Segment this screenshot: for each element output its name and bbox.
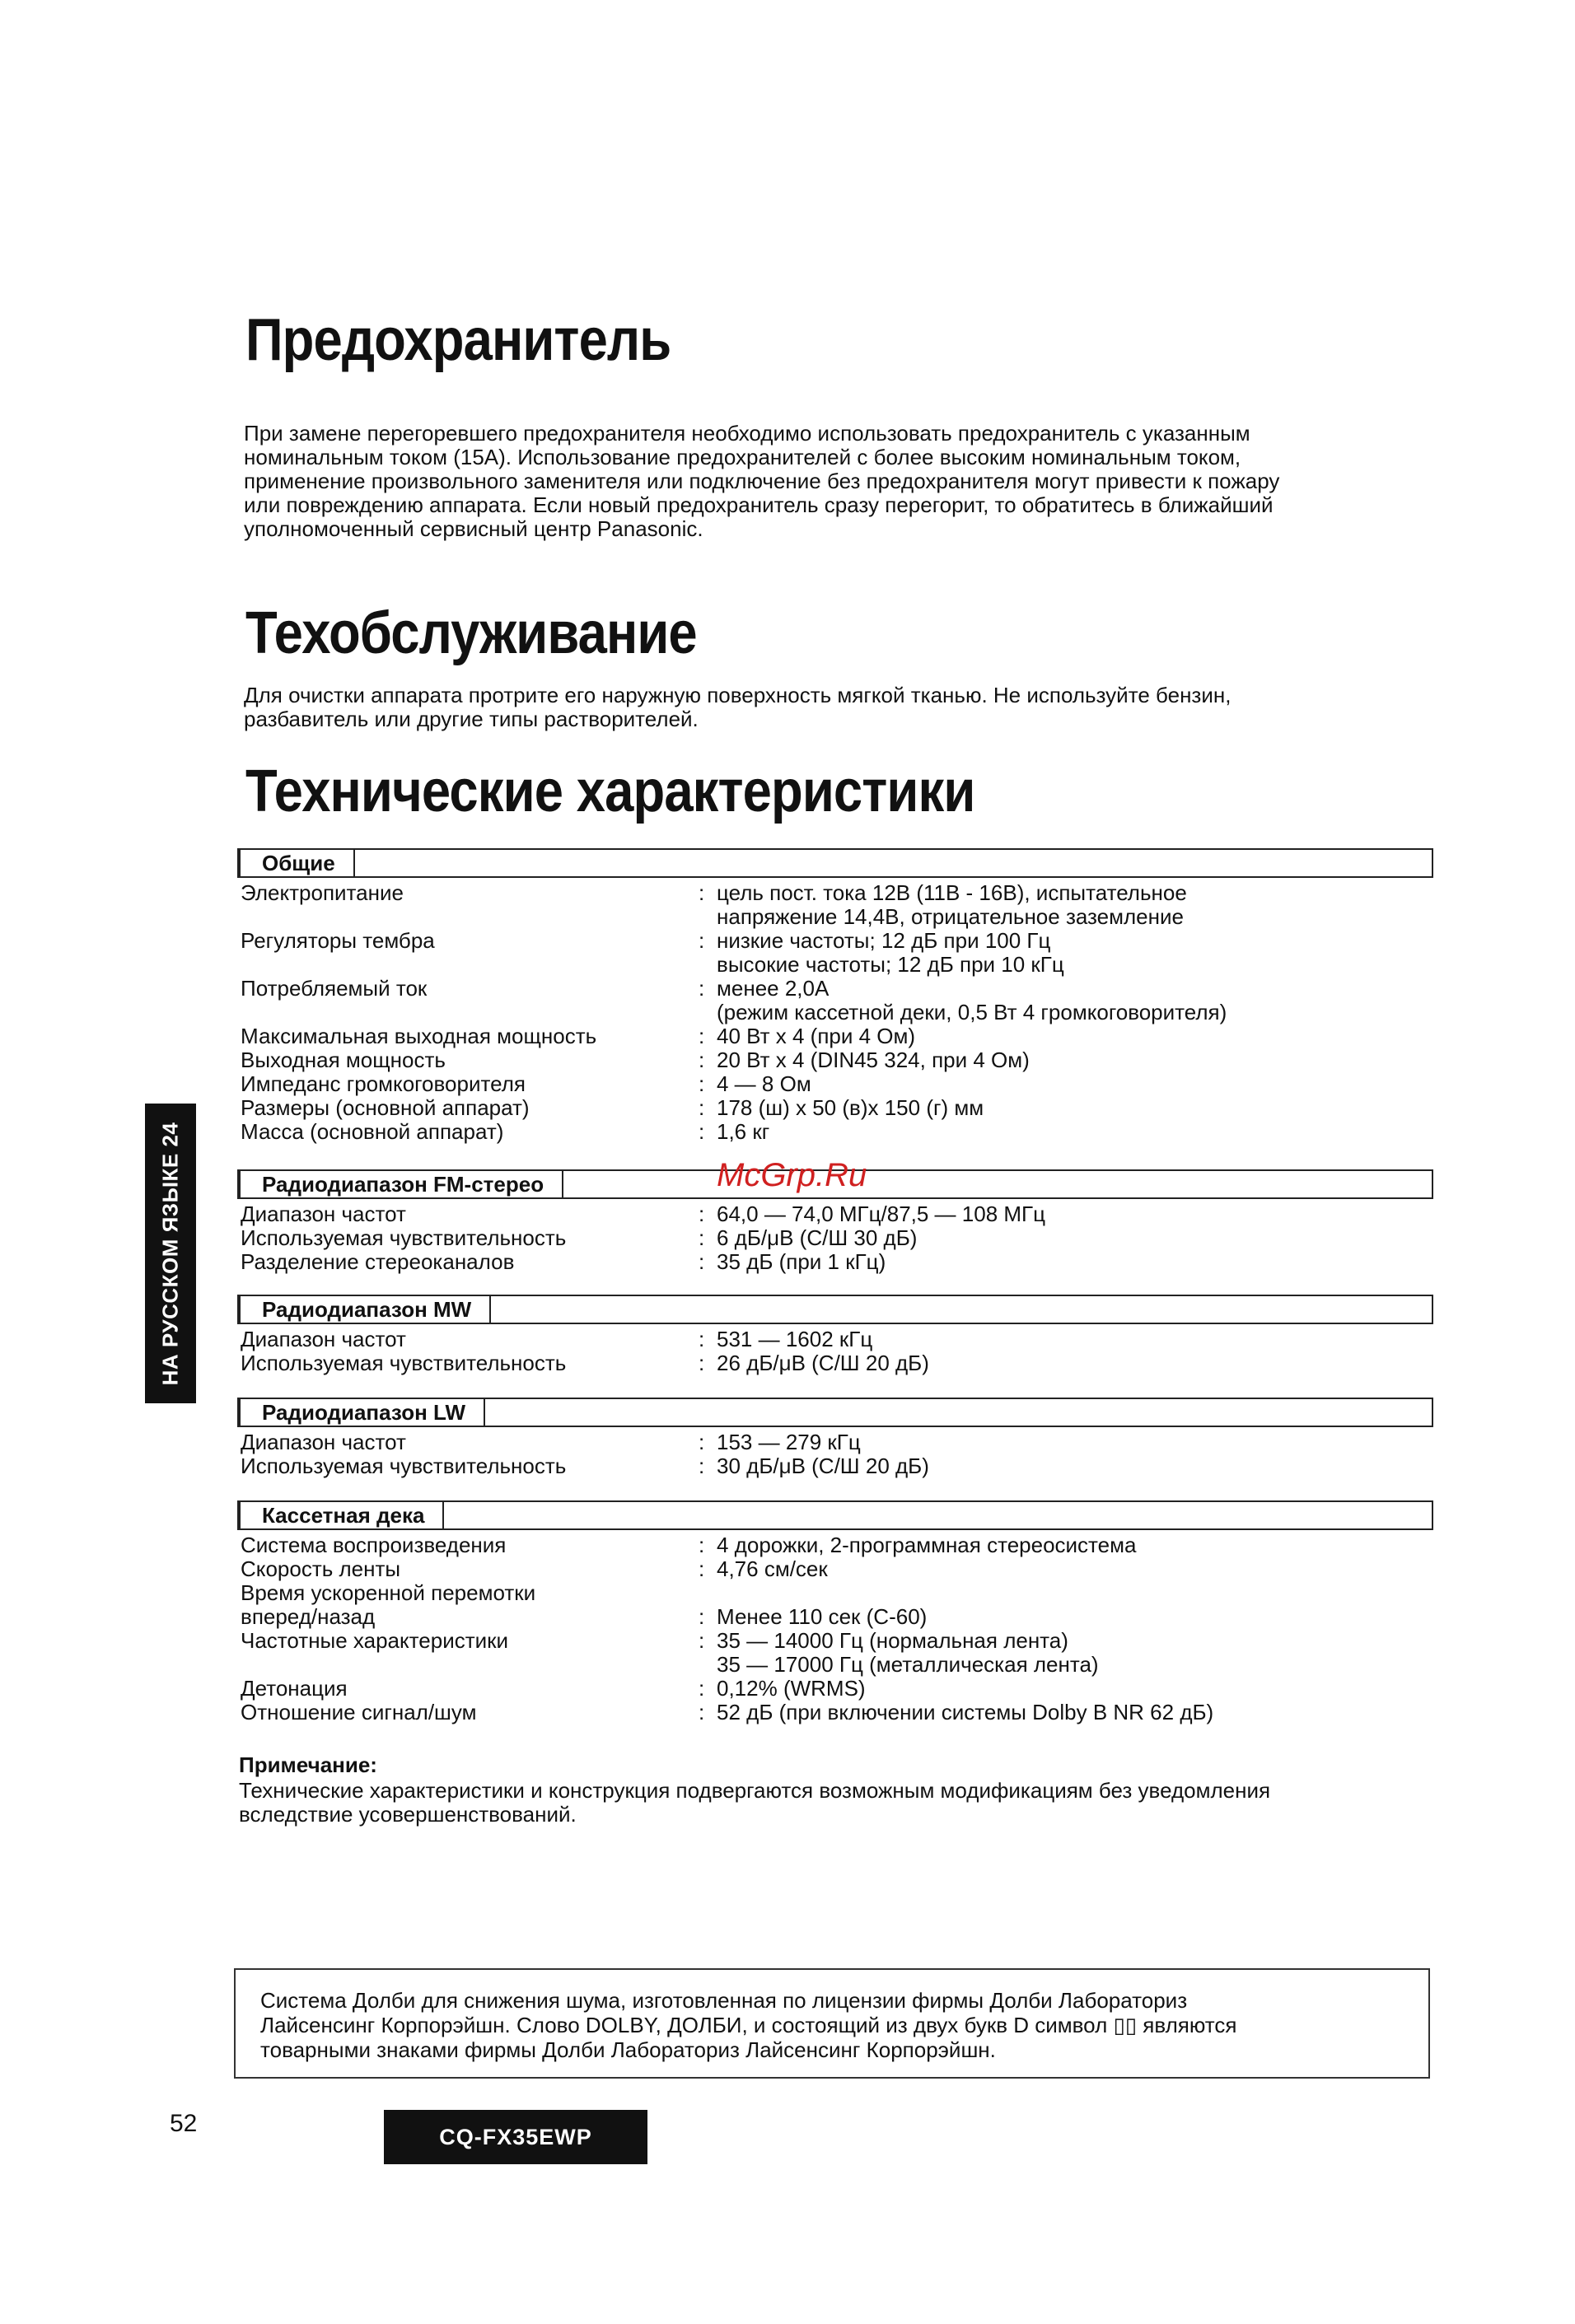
spec-label: Детонация xyxy=(241,1676,348,1701)
spec-row xyxy=(0,1328,1575,1351)
spec-row xyxy=(0,1581,1575,1605)
spec-value: 30 дБ/μВ (С/Ш 20 дБ) xyxy=(717,1454,929,1478)
text-line: уполномоченный сервисный центр Panasonic. xyxy=(244,516,703,541)
spec-row xyxy=(0,977,1575,1001)
fuse-paragraph xyxy=(244,422,1443,541)
spec-colon: : xyxy=(699,1430,705,1454)
spec-colon: : xyxy=(699,928,705,953)
text-line: Система Долби для снижения шума, изготовленная по лицензии фирмы Долби Лабораториз xyxy=(260,1988,1188,2013)
page-number: 52 xyxy=(170,2110,198,2137)
spec-label: Потребляемый ток xyxy=(241,976,428,1001)
spec-value: 40 Вт x 4 (при 4 Ом) xyxy=(717,1024,916,1048)
spec-value: 35 — 17000 Гц (металлическая лента) xyxy=(717,1652,1099,1677)
maintenance-title: Техобслуживание xyxy=(245,600,697,666)
note-paragraph xyxy=(239,1779,1433,1827)
note-heading: Примечание: xyxy=(239,1752,377,1777)
spec-row xyxy=(0,1454,1575,1478)
text-line: товарными знаками фирмы Долби Лабораториз Лайсенсинг Корпорэйшн. xyxy=(260,2037,996,2062)
spec-label: Используемая чувствительность xyxy=(241,1351,567,1375)
spec-value: напряжение 14,4В, отрицательное заземление xyxy=(717,904,1184,929)
spec-label: Отношение сигнал/шум xyxy=(241,1700,477,1724)
spec-colon: : xyxy=(699,1700,705,1724)
spec-label: Диапазон частот xyxy=(241,1430,406,1454)
spec-row xyxy=(0,1533,1575,1557)
spec-label: Масса (основной аппарат) xyxy=(241,1119,504,1144)
spec-value: (режим кассетной деки, 0,5 Вт 4 громкоговорителя) xyxy=(717,1000,1227,1024)
spec-label: Выходная мощность xyxy=(241,1048,446,1072)
spec-row xyxy=(0,1072,1575,1096)
model-badge: CQ-FX35EWP xyxy=(384,2110,647,2164)
text-line: Лайсенсинг Корпорэйшн. Слово DOLBY, ДОЛБИ, и состоящий из двух букв D символ ▯▯ являются xyxy=(260,2013,1237,2037)
spec-label: Размеры (основной аппарат) xyxy=(241,1095,530,1120)
spec-row xyxy=(0,1250,1575,1274)
text-line: номинальным током (15А). Использование предохранителей с более высоким номинальным током, xyxy=(244,445,1241,469)
spec-value: 6 дБ/μВ (С/Ш 30 дБ) xyxy=(717,1225,918,1250)
spec-colon: : xyxy=(699,1676,705,1701)
spec-label: Диапазон частот xyxy=(241,1327,406,1351)
spec-value: 52 дБ (при включении системы Dolby B NR 62 дБ) xyxy=(717,1700,1214,1724)
spec-row xyxy=(0,1048,1575,1072)
side-tab-label: НА РУССКОМ ЯЗЫКЕ 24 xyxy=(157,1122,183,1385)
spec-group-title: Радиодиапазон MW xyxy=(239,1295,491,1324)
spec-label: Частотные характеристики xyxy=(241,1628,509,1653)
spec-row xyxy=(0,1430,1575,1454)
spec-row xyxy=(0,1677,1575,1701)
spec-colon: : xyxy=(699,880,705,905)
spec-row xyxy=(0,929,1575,953)
text-line: или повреждению аппарата. Если новый предохранитель сразу перегорит, то обратитесь в ближайший xyxy=(244,492,1274,517)
text-line: Для очистки аппарата протрите его наружную поверхность мягкой тканью. Не используйте бензин, xyxy=(244,683,1231,707)
spec-group-title: Кассетная дека xyxy=(239,1500,444,1530)
spec-colon: : xyxy=(699,1249,705,1274)
spec-label: Импеданс громкоговорителя xyxy=(241,1071,526,1096)
spec-colon: : xyxy=(699,1454,705,1478)
spec-label: Максимальная выходная мощность xyxy=(241,1024,597,1048)
spec-group-header xyxy=(237,1295,1433,1324)
text-line: Технические характеристики и конструкция подвергаются возможным модификациям без уведомления xyxy=(239,1778,1271,1803)
spec-colon: : xyxy=(699,1556,705,1581)
spec-row xyxy=(0,1351,1575,1375)
spec-value: 64,0 — 74,0 МГц/87,5 — 108 МГц xyxy=(717,1202,1046,1226)
spec-colon: : xyxy=(699,1225,705,1250)
spec-row xyxy=(0,953,1575,977)
spec-colon: : xyxy=(699,1351,705,1375)
text-line: применение произвольного заменителя или подключение без предохранителя могут привести к пожару xyxy=(244,469,1280,493)
spec-value: 153 — 279 кГц xyxy=(717,1430,861,1454)
spec-colon: : xyxy=(699,1071,705,1096)
spec-colon: : xyxy=(699,1604,705,1629)
spec-row xyxy=(0,1120,1575,1144)
spec-value: 1,6 кг xyxy=(717,1119,770,1144)
spec-value: 4 — 8 Ом xyxy=(717,1071,811,1096)
language-side-tab xyxy=(145,1104,196,1403)
spec-value: 35 дБ (при 1 кГц) xyxy=(717,1249,886,1274)
spec-colon: : xyxy=(699,1327,705,1351)
spec-row xyxy=(0,905,1575,929)
spec-label: вперед/назад xyxy=(241,1604,376,1629)
text-line: При замене перегоревшего предохранителя необходимо использовать предохранитель с указанным xyxy=(244,421,1250,446)
spec-row xyxy=(0,1226,1575,1250)
spec-value: менее 2,0А xyxy=(717,976,830,1001)
spec-row xyxy=(0,1653,1575,1677)
spec-value: 4 дорожки, 2-программная стереосистема xyxy=(717,1533,1137,1557)
watermark: McGrp.Ru xyxy=(717,1157,867,1193)
spec-value: низкие частоты; 12 дБ при 100 Гц xyxy=(717,928,1051,953)
spec-row xyxy=(0,1202,1575,1226)
spec-colon: : xyxy=(699,1095,705,1120)
spec-group-title: Радиодиапазон LW xyxy=(239,1398,485,1427)
spec-colon: : xyxy=(699,1119,705,1144)
spec-value: 20 Вт x 4 (DIN45 324, при 4 Ом) xyxy=(717,1048,1030,1072)
fuse-title: Предохранитель xyxy=(245,307,671,373)
maintenance-paragraph xyxy=(244,684,1443,731)
spec-row xyxy=(0,1605,1575,1629)
dolby-notice-text xyxy=(260,1988,1412,2062)
spec-value: цель пост. тока 12В (11В - 16В), испытательное xyxy=(717,880,1187,905)
text-line: вследствие усовершенствований. xyxy=(239,1802,577,1827)
spec-value: высокие частоты; 12 дБ при 10 кГц xyxy=(717,952,1064,977)
spec-value: 35 — 14000 Гц (нормальная лента) xyxy=(717,1628,1068,1653)
spec-label: Электропитание xyxy=(241,880,404,905)
spec-colon: : xyxy=(699,1628,705,1653)
spec-label: Скорость ленты xyxy=(241,1556,401,1581)
spec-colon: : xyxy=(699,1024,705,1048)
spec-row xyxy=(0,1001,1575,1024)
spec-row xyxy=(0,1629,1575,1653)
spec-colon: : xyxy=(699,976,705,1001)
spec-value: 178 (ш) x 50 (в)x 150 (г) мм xyxy=(717,1095,984,1120)
spec-label: Система воспроизведения xyxy=(241,1533,507,1557)
spec-row xyxy=(0,1557,1575,1581)
spec-row xyxy=(0,1024,1575,1048)
spec-colon: : xyxy=(699,1533,705,1557)
spec-group-header xyxy=(237,1398,1433,1427)
spec-row xyxy=(0,881,1575,905)
spec-value: 26 дБ/μВ (С/Ш 20 дБ) xyxy=(717,1351,929,1375)
spec-value: Менее 110 сек (С-60) xyxy=(717,1604,928,1629)
spec-label: Диапазон частот xyxy=(241,1202,406,1226)
spec-colon: : xyxy=(699,1202,705,1226)
text-line: разбавитель или другие типы растворителей. xyxy=(244,707,699,731)
spec-group-header xyxy=(237,848,1433,878)
spec-label: Время ускоренной перемотки xyxy=(241,1580,536,1605)
spec-label: Используемая чувствительность xyxy=(241,1225,567,1250)
spec-colon: : xyxy=(699,1048,705,1072)
spec-value: 4,76 см/сек xyxy=(717,1556,828,1581)
spec-label: Разделение стереоканалов xyxy=(241,1249,515,1274)
spec-label: Регуляторы тембра xyxy=(241,928,435,953)
specs-title: Технические характеристики xyxy=(245,758,975,824)
spec-group-title: Радиодиапазон FM-стерео xyxy=(239,1169,563,1199)
spec-group-title: Общие xyxy=(239,848,355,878)
spec-value: 0,12% (WRMS) xyxy=(717,1676,866,1701)
spec-label: Используемая чувствительность xyxy=(241,1454,567,1478)
spec-value: 531 — 1602 кГц xyxy=(717,1327,873,1351)
dolby-notice-box xyxy=(234,1968,1430,2079)
spec-group-header xyxy=(237,1500,1433,1530)
spec-row xyxy=(0,1096,1575,1120)
spec-row xyxy=(0,1701,1575,1724)
